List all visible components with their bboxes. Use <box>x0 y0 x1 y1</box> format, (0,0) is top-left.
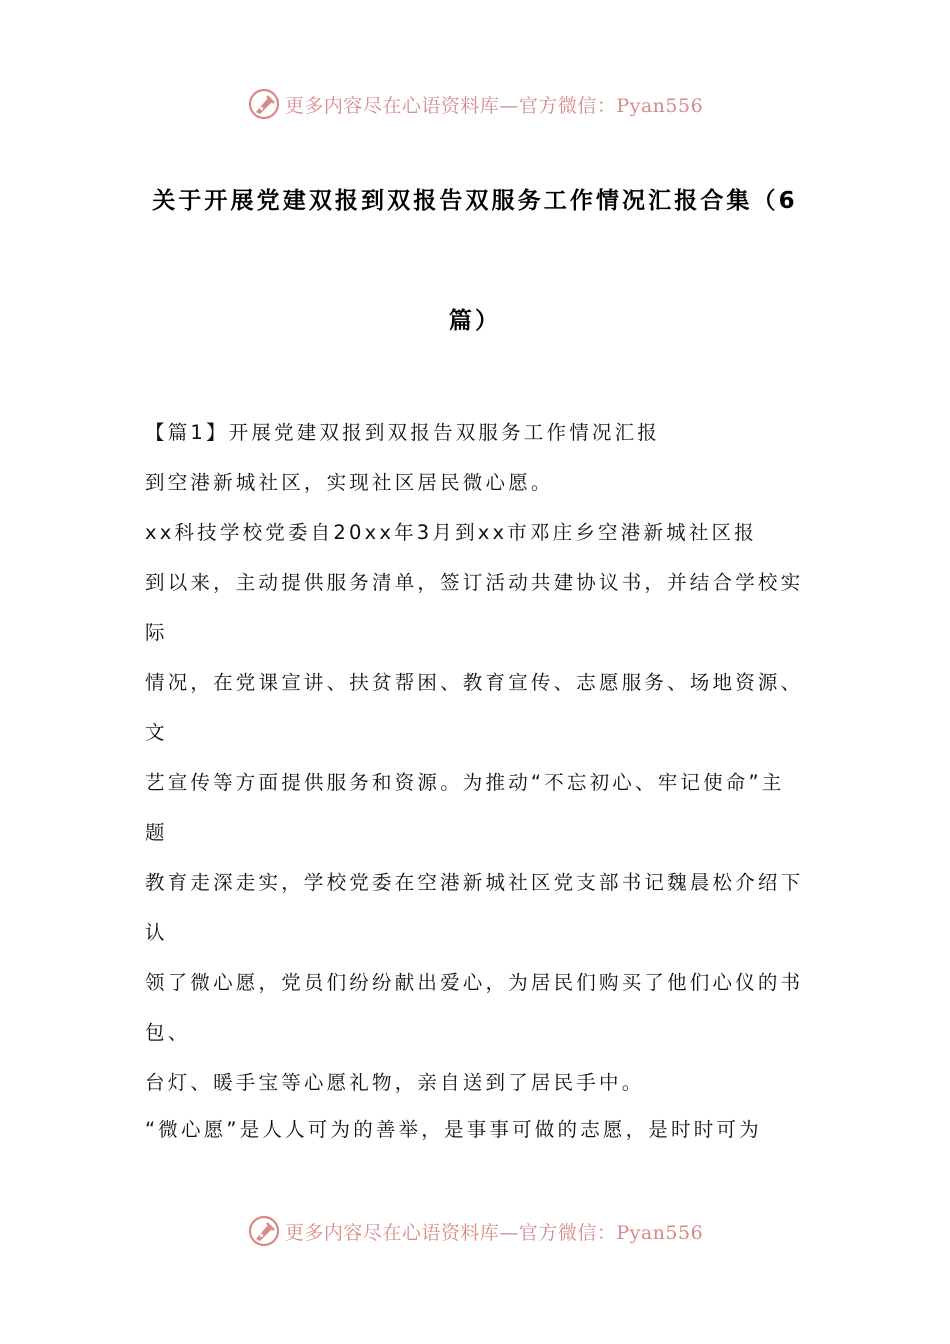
body-line: 领了微心愿，党员们纷纷献出爱心，为居民们购买了他们心仪的书 <box>145 971 804 994</box>
body-line: 教育走深走实，学校党委在空港新城社区党支部书记魏晨松介绍下 <box>145 871 804 894</box>
watermark-text: 更多内容尽在心语资料库—官方微信：Pyan556 <box>284 94 704 117</box>
body-line: xx科技学校党委自20xx年3月到xx市邓庄乡空港新城社区报 <box>145 521 757 544</box>
body-line: 题 <box>145 821 168 844</box>
pen-nib-logo-icon <box>247 1214 281 1248</box>
watermark-text: 更多内容尽在心语资料库—官方微信：Pyan556 <box>284 1221 704 1244</box>
body-line: 到空港新城社区，实现社区居民微心愿。 <box>145 471 554 494</box>
document-title-line-1: 关于开展党建双报到双报告双服务工作情况汇报合集（6 <box>152 188 798 214</box>
pen-nib-logo-icon <box>247 87 281 121</box>
section-heading: 【篇1】开展党建双报到双报告双服务工作情况汇报 <box>145 421 661 444</box>
body-line: 文 <box>145 721 168 744</box>
body-line: 际 <box>145 621 168 644</box>
body-line: 包、 <box>145 1021 191 1044</box>
document-title-line-2: 篇） <box>448 308 502 334</box>
body-line: 到以来，主动提供服务清单，签订活动共建协议书，并结合学校实 <box>145 571 804 594</box>
body-line: 艺宣传等方面提供服务和资源。为推动“不忘初心、牢记使命”主 <box>145 771 785 794</box>
body-line: 台灯、暖手宝等心愿礼物，亲自送到了居民手中。 <box>145 1071 645 1094</box>
body-line: 认 <box>145 921 168 944</box>
header-watermark <box>0 84 950 124</box>
body-line: “微心愿”是人人可为的善举，是事事可做的志愿，是时时可为 <box>145 1118 762 1141</box>
body-line: 情况，在党课宣讲、扶贫帮困、教育宣传、志愿服务、场地资源、 <box>145 671 804 694</box>
footer-watermark <box>0 1211 950 1251</box>
